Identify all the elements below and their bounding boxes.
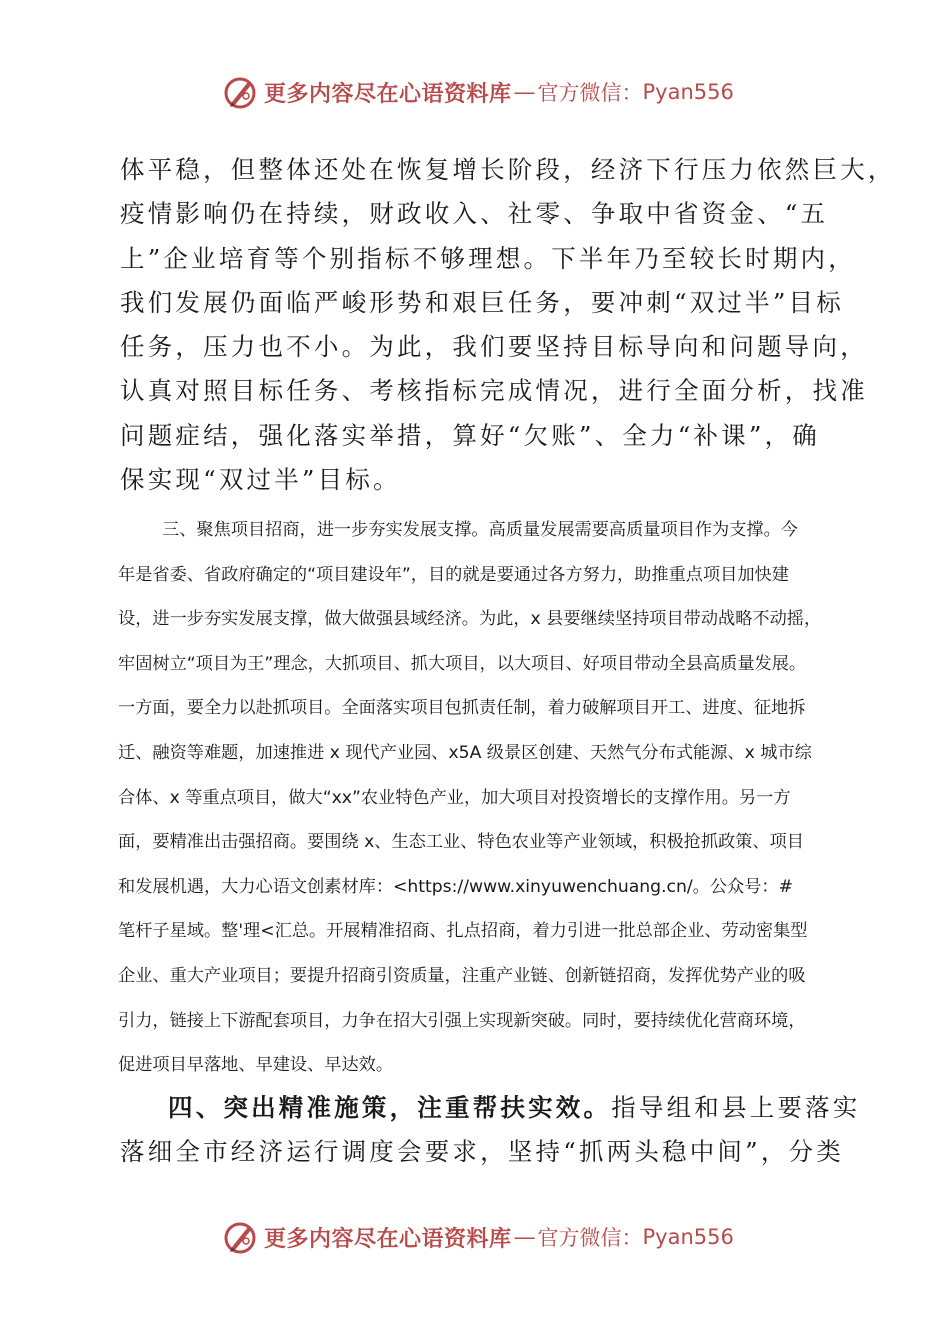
section-three-paragraph [118,508,834,1088]
text-line: 三、聚焦项目招商，进一步夯实发展支撑。高质量发展需要高质量项目作为支撑。今 [162,520,798,540]
text-line: 一方面，要全力以赴抓项目。全面落实项目包抓责任制，着力破解项目开工、进度、征地拆 [118,698,806,719]
text-line: 任务，压力也不小。为此，我们要坚持目标导向和问题导向， [120,332,868,362]
text-line: 我们发展仍面临严峻形势和艰巨任务，要冲刺“双过半”目标 [120,287,844,317]
footer-banner [222,1215,742,1259]
text-line: 笔杆子星域。整'理<汇总。开展精准招商、扎点招商，着力引进一批总部企业、劳动密集型 [118,921,808,942]
text-line: 牢固树立“项目为王”理念，大抓项目、抓大项目，以大项目、好项目带动全县高质量发展。 [118,653,807,674]
text-line: 落细全市经济运行调度会要求，坚持“抓两头稳中间”，分类 [120,1137,844,1167]
banner-wechat-id: Pyan556 [642,1225,734,1249]
banner-label: 官方微信： [537,81,643,105]
text-line [120,1086,861,1130]
header-banner [222,70,742,114]
banner-separator: — [513,79,536,105]
pen-logo-icon [222,74,258,110]
text-line: 上”企业培育等个别指标不够理想。下半年乃至较长时期内， [120,243,856,273]
banner-label: 官方微信： [537,1226,643,1250]
banner-main-text: 更多内容尽在心语资料库 [264,1225,512,1252]
text-line: 迁、融资等难题，加速推进 x 现代产业园、x5A 级景区创建、天然气分布式能源、x 城市综 [118,742,812,763]
text-line: 疫情影响仍在持续，财政收入、社零、争取中省资金、“五 [120,199,829,229]
text-line: 企业、重大产业项目；要提升招商引资质量，注重产业链、创新链招商，发挥优势产业的吸 [118,965,806,986]
text-line: 保实现“双过半”目标。 [120,465,401,495]
section-four-line1-rest: 指导组和县上要落实 [611,1093,861,1122]
text-line: 合体、x 等重点项目，做大“xx”农业特色产业，加大项目对投资增长的支撑作用。另一方 [118,787,791,808]
text-line: 促进项目早落地、早建设、早达效。 [118,1055,394,1076]
banner-separator: — [513,1224,536,1250]
section-four-heading: 四、突出精准施策，注重帮扶实效。 [168,1093,612,1122]
text-line: 设，进一步夯实发展支撑，做大做强县域经济。为此，x 县要继续坚持项目带动战略不动摇， [118,609,822,630]
text-line: 和发展机遇，大力心语文创素材库：<https://www.xinyuwenchuang.cn/。公众号：# [118,876,794,897]
banner-wechat-id: Pyan556 [642,80,734,104]
text-line: 年是省委、省政府确定的“项目建设年”，目的就是要通过各方努力，助推重点项目加快建 [118,564,789,585]
text-line: 面，要精准出击强招商。要围绕 x、生态工业、特色农业等产业领域，积极抢抓政策、项目 [118,832,804,853]
banner-main-text: 更多内容尽在心语资料库 [264,80,512,107]
text-line: 引力，链接上下游配套项目，力争在招大引强上实现新突破。同时，要持续优化营商环境， [118,1010,806,1031]
continued-paragraph [120,148,896,502]
pen-logo-icon [222,1219,258,1255]
text-line: 体平稳，但整体还处在恢复增长阶段，经济下行压力依然巨大， [120,155,896,184]
section-four-paragraph [120,1086,861,1175]
text-line: 问题症结，强化落实举措，算好“欠账”、全力“补课”，确 [120,420,820,450]
text-line: 认真对照目标任务、考核指标完成情况，进行全面分析，找准 [120,376,868,406]
